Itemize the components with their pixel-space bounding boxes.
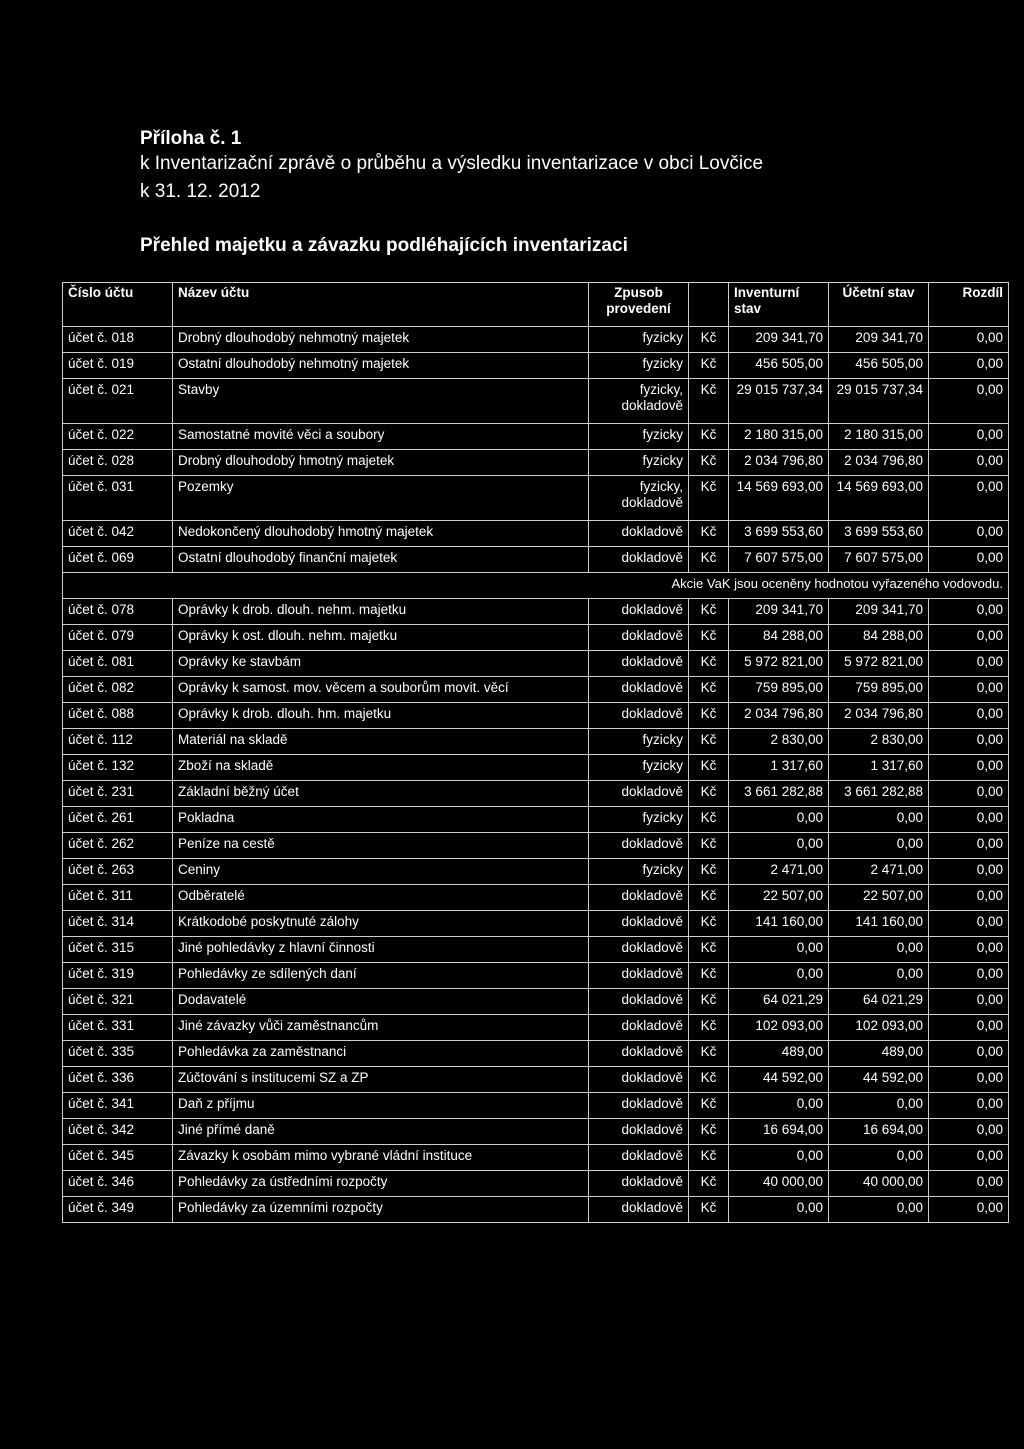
- cell-inventory: 40 000,00: [729, 1171, 829, 1197]
- cell-currency: Kč: [689, 651, 729, 677]
- cell-diff: 0,00: [929, 1171, 1009, 1197]
- cell-diff: 0,00: [929, 729, 1009, 755]
- table-row: [63, 651, 1009, 677]
- cell-name: Daň z příjmu: [173, 1093, 589, 1119]
- cell-method: fyzicky: [589, 755, 689, 781]
- cell-currency: Kč: [689, 1093, 729, 1119]
- cell-diff: 0,00: [929, 1145, 1009, 1171]
- cell-currency: Kč: [689, 963, 729, 989]
- cell-account: účet č. 019: [63, 353, 173, 379]
- cell-name: Odběratelé: [173, 885, 589, 911]
- cell-currency: Kč: [689, 1145, 729, 1171]
- cell-diff: 0,00: [929, 989, 1009, 1015]
- cell-account: účet č. 112: [63, 729, 173, 755]
- cell-method: dokladově: [589, 521, 689, 547]
- cell-account: účet č. 262: [63, 833, 173, 859]
- cell-name: Pohledávky ze sdílených daní: [173, 963, 589, 989]
- table-row: [63, 1041, 1009, 1067]
- cell-name: Nedokončený dlouhodobý hmotný majetek: [173, 521, 589, 547]
- table-row: [63, 989, 1009, 1015]
- cell-method: dokladově: [589, 1093, 689, 1119]
- cell-method: fyzicky: [589, 424, 689, 450]
- table-row: [63, 327, 1009, 353]
- cell-name: Jiné závazky vůči zaměstnancům: [173, 1015, 589, 1041]
- table-row: [63, 476, 1009, 521]
- cell-inventory: 209 341,70: [729, 327, 829, 353]
- table-row: [63, 1197, 1009, 1223]
- cell-inventory: 0,00: [729, 1093, 829, 1119]
- cell-account: účet č. 081: [63, 651, 173, 677]
- cell-accounting: 2 034 796,80: [829, 703, 929, 729]
- cell-currency: Kč: [689, 1171, 729, 1197]
- cell-diff: 0,00: [929, 677, 1009, 703]
- cell-method: dokladově: [589, 1067, 689, 1093]
- cell-method: fyzicky: [589, 327, 689, 353]
- table-row: [63, 1093, 1009, 1119]
- cell-inventory: 0,00: [729, 963, 829, 989]
- cell-accounting: 0,00: [829, 833, 929, 859]
- cell-inventory: 2 180 315,00: [729, 424, 829, 450]
- cell-inventory: 16 694,00: [729, 1119, 829, 1145]
- cell-diff: 0,00: [929, 755, 1009, 781]
- cell-inventory: 2 471,00: [729, 859, 829, 885]
- table-row: [63, 833, 1009, 859]
- cell-currency: Kč: [689, 755, 729, 781]
- cell-inventory: 102 093,00: [729, 1015, 829, 1041]
- cell-inventory: 1 317,60: [729, 755, 829, 781]
- cell-account: účet č. 335: [63, 1041, 173, 1067]
- cell-account: účet č. 078: [63, 599, 173, 625]
- cell-account: účet č. 263: [63, 859, 173, 885]
- header-name: Název účtu: [173, 283, 589, 327]
- cell-currency: Kč: [689, 885, 729, 911]
- cell-name: Ceniny: [173, 859, 589, 885]
- cell-method: dokladově: [589, 1015, 689, 1041]
- cell-inventory: 0,00: [729, 807, 829, 833]
- cell-inventory: 489,00: [729, 1041, 829, 1067]
- cell-name: Peníze na cestě: [173, 833, 589, 859]
- cell-diff: 0,00: [929, 521, 1009, 547]
- table-row: [63, 521, 1009, 547]
- cell-currency: Kč: [689, 476, 729, 521]
- cell-currency: Kč: [689, 677, 729, 703]
- cell-currency: Kč: [689, 989, 729, 1015]
- cell-accounting: 2 830,00: [829, 729, 929, 755]
- cell-method: fyzicky: [589, 859, 689, 885]
- cell-accounting: 456 505,00: [829, 353, 929, 379]
- cell-account: účet č. 321: [63, 989, 173, 1015]
- table-row: [63, 1119, 1009, 1145]
- cell-accounting: 0,00: [829, 1093, 929, 1119]
- header-account: Číslo účtu: [63, 283, 173, 327]
- cell-name: Materiál na skladě: [173, 729, 589, 755]
- table-row: [63, 677, 1009, 703]
- cell-currency: Kč: [689, 729, 729, 755]
- table-row: [63, 963, 1009, 989]
- cell-accounting: 64 021,29: [829, 989, 929, 1015]
- cell-account: účet č. 088: [63, 703, 173, 729]
- cell-method: fyzicky: [589, 807, 689, 833]
- page-title: Přehled majetku a závazku podléhajících inventarizaci: [140, 235, 628, 256]
- cell-method: dokladově: [589, 599, 689, 625]
- cell-account: účet č. 336: [63, 1067, 173, 1093]
- table-row: [63, 424, 1009, 450]
- cell-accounting: 209 341,70: [829, 327, 929, 353]
- cell-name: Zúčtování s institucemi SZ a ZP: [173, 1067, 589, 1093]
- cell-diff: 0,00: [929, 1093, 1009, 1119]
- cell-method: fyzicky: [589, 450, 689, 476]
- cell-diff: 0,00: [929, 1119, 1009, 1145]
- cell-diff: 0,00: [929, 937, 1009, 963]
- header-currency: [689, 283, 729, 327]
- cell-accounting: 3 699 553,60: [829, 521, 929, 547]
- cell-account: účet č. 315: [63, 937, 173, 963]
- table-row: [63, 807, 1009, 833]
- cell-method: dokladově: [589, 1119, 689, 1145]
- cell-account: účet č. 021: [63, 379, 173, 424]
- cell-account: účet č. 314: [63, 911, 173, 937]
- cell-accounting: 44 592,00: [829, 1067, 929, 1093]
- cell-method: dokladově: [589, 963, 689, 989]
- table-row: [63, 1145, 1009, 1171]
- cell-diff: 0,00: [929, 353, 1009, 379]
- table-row: [63, 781, 1009, 807]
- table-row: [63, 353, 1009, 379]
- cell-accounting: 16 694,00: [829, 1119, 929, 1145]
- cell-diff: 0,00: [929, 599, 1009, 625]
- cell-diff: 0,00: [929, 1067, 1009, 1093]
- cell-diff: 0,00: [929, 1041, 1009, 1067]
- cell-accounting: 29 015 737,34: [829, 379, 929, 424]
- cell-diff: 0,00: [929, 807, 1009, 833]
- table-row: [63, 729, 1009, 755]
- cell-method: dokladově: [589, 703, 689, 729]
- cell-account: účet č. 345: [63, 1145, 173, 1171]
- cell-method: dokladově: [589, 651, 689, 677]
- table-row: [63, 625, 1009, 651]
- cell-currency: Kč: [689, 859, 729, 885]
- cell-currency: Kč: [689, 379, 729, 424]
- cell-currency: Kč: [689, 353, 729, 379]
- cell-name: Samostatné movité věci a soubory: [173, 424, 589, 450]
- cell-currency: Kč: [689, 911, 729, 937]
- table-row: [63, 911, 1009, 937]
- cell-inventory: 3 661 282,88: [729, 781, 829, 807]
- cell-account: účet č. 132: [63, 755, 173, 781]
- table-row: [63, 859, 1009, 885]
- cell-name: Závazky k osobám mimo vybrané vládní instituce: [173, 1145, 589, 1171]
- cell-accounting: 84 288,00: [829, 625, 929, 651]
- cell-name: Dodavatelé: [173, 989, 589, 1015]
- cell-account: účet č. 231: [63, 781, 173, 807]
- cell-currency: Kč: [689, 450, 729, 476]
- cell-inventory: 7 607 575,00: [729, 547, 829, 573]
- cell-name: Drobný dlouhodobý hmotný majetek: [173, 450, 589, 476]
- cell-name: Základní běžný účet: [173, 781, 589, 807]
- cell-name: Oprávky k ost. dlouh. nehm. majetku: [173, 625, 589, 651]
- cell-inventory: 456 505,00: [729, 353, 829, 379]
- cell-inventory: 0,00: [729, 937, 829, 963]
- cell-method: dokladově: [589, 833, 689, 859]
- cell-diff: 0,00: [929, 859, 1009, 885]
- cell-inventory: 0,00: [729, 1197, 829, 1223]
- table-row: [63, 1067, 1009, 1093]
- cell-currency: Kč: [689, 625, 729, 651]
- cell-name: Oprávky ke stavbám: [173, 651, 589, 677]
- table-row: [63, 450, 1009, 476]
- cell-diff: 0,00: [929, 476, 1009, 521]
- cell-accounting: 759 895,00: [829, 677, 929, 703]
- cell-method: dokladově: [589, 1171, 689, 1197]
- cell-accounting: 0,00: [829, 807, 929, 833]
- cell-diff: 0,00: [929, 547, 1009, 573]
- cell-inventory: 84 288,00: [729, 625, 829, 651]
- cell-method: dokladově: [589, 1145, 689, 1171]
- cell-name: Drobný dlouhodobý nehmotný majetek: [173, 327, 589, 353]
- cell-accounting: 3 661 282,88: [829, 781, 929, 807]
- cell-method: fyzicky, dokladově: [589, 476, 689, 521]
- cell-currency: Kč: [689, 703, 729, 729]
- cell-method: fyzicky: [589, 353, 689, 379]
- cell-name: Pozemky: [173, 476, 589, 521]
- attachment-label: Příloha č. 1: [140, 128, 242, 149]
- cell-method: fyzicky: [589, 729, 689, 755]
- cell-name: Ostatní dlouhodobý nehmotný majetek: [173, 353, 589, 379]
- cell-name: Pohledávky za ústředními rozpočty: [173, 1171, 589, 1197]
- cell-account: účet č. 341: [63, 1093, 173, 1119]
- note-row: [63, 573, 1009, 599]
- cell-diff: 0,00: [929, 911, 1009, 937]
- cell-diff: 0,00: [929, 703, 1009, 729]
- cell-accounting: 40 000,00: [829, 1171, 929, 1197]
- cell-method: dokladově: [589, 1041, 689, 1067]
- cell-accounting: 14 569 693,00: [829, 476, 929, 521]
- cell-method: dokladově: [589, 911, 689, 937]
- cell-account: účet č. 031: [63, 476, 173, 521]
- cell-inventory: 141 160,00: [729, 911, 829, 937]
- cell-currency: Kč: [689, 599, 729, 625]
- note-cell: [63, 573, 1009, 599]
- cell-accounting: 2 034 796,80: [829, 450, 929, 476]
- cell-diff: 0,00: [929, 1197, 1009, 1223]
- cell-name: Jiné pohledávky z hlavní činnosti: [173, 937, 589, 963]
- cell-name: Pohledávka za zaměstnanci: [173, 1041, 589, 1067]
- cell-accounting: 141 160,00: [829, 911, 929, 937]
- cell-diff: 0,00: [929, 424, 1009, 450]
- cell-name: Oprávky k samost. mov. věcem a souborům movit. věcí: [173, 677, 589, 703]
- cell-name: Zboží na skladě: [173, 755, 589, 781]
- cell-diff: 0,00: [929, 625, 1009, 651]
- cell-account: účet č. 018: [63, 327, 173, 353]
- cell-currency: Kč: [689, 807, 729, 833]
- table-row: [63, 547, 1009, 573]
- cell-account: účet č. 342: [63, 1119, 173, 1145]
- cell-inventory: 209 341,70: [729, 599, 829, 625]
- cell-account: účet č. 028: [63, 450, 173, 476]
- cell-inventory: 3 699 553,60: [729, 521, 829, 547]
- header-inventory: Inventurní stav: [729, 283, 829, 327]
- cell-inventory: 0,00: [729, 833, 829, 859]
- inventory-table: [62, 282, 1009, 1223]
- cell-name: Jiné přímé daně: [173, 1119, 589, 1145]
- cell-account: účet č. 082: [63, 677, 173, 703]
- cell-method: dokladově: [589, 1197, 689, 1223]
- cell-inventory: 759 895,00: [729, 677, 829, 703]
- table-row: [63, 703, 1009, 729]
- header-diff: Rozdíl: [929, 283, 1009, 327]
- cell-inventory: 44 592,00: [729, 1067, 829, 1093]
- cell-diff: 0,00: [929, 651, 1009, 677]
- cell-accounting: 0,00: [829, 937, 929, 963]
- cell-name: Pohledávky za územními rozpočty: [173, 1197, 589, 1223]
- cell-method: dokladově: [589, 885, 689, 911]
- cell-account: účet č. 319: [63, 963, 173, 989]
- report-date: k 31. 12. 2012: [140, 181, 261, 202]
- cell-name: Oprávky k drob. dlouh. nehm. majetku: [173, 599, 589, 625]
- cell-method: dokladově: [589, 937, 689, 963]
- cell-currency: Kč: [689, 781, 729, 807]
- table-row: [63, 379, 1009, 424]
- table-header: [63, 283, 1009, 327]
- cell-name: Ostatní dlouhodobý finanční majetek: [173, 547, 589, 573]
- cell-accounting: 7 607 575,00: [829, 547, 929, 573]
- cell-name: Pokladna: [173, 807, 589, 833]
- cell-accounting: 2 180 315,00: [829, 424, 929, 450]
- cell-inventory: 2 034 796,80: [729, 703, 829, 729]
- cell-method: dokladově: [589, 989, 689, 1015]
- table-row: [63, 885, 1009, 911]
- cell-account: účet č. 346: [63, 1171, 173, 1197]
- cell-accounting: 1 317,60: [829, 755, 929, 781]
- cell-diff: 0,00: [929, 833, 1009, 859]
- cell-name: Krátkodobé poskytnuté zálohy: [173, 911, 589, 937]
- cell-currency: Kč: [689, 833, 729, 859]
- cell-inventory: 2 830,00: [729, 729, 829, 755]
- cell-currency: Kč: [689, 521, 729, 547]
- cell-accounting: 2 471,00: [829, 859, 929, 885]
- cell-accounting: 5 972 821,00: [829, 651, 929, 677]
- cell-accounting: 0,00: [829, 1197, 929, 1223]
- cell-accounting: 22 507,00: [829, 885, 929, 911]
- cell-method: fyzicky, dokladově: [589, 379, 689, 424]
- cell-currency: Kč: [689, 937, 729, 963]
- cell-inventory: 14 569 693,00: [729, 476, 829, 521]
- cell-method: dokladově: [589, 781, 689, 807]
- cell-currency: Kč: [689, 1197, 729, 1223]
- cell-inventory: 64 021,29: [729, 989, 829, 1015]
- cell-account: účet č. 042: [63, 521, 173, 547]
- table-row: [63, 755, 1009, 781]
- cell-method: dokladově: [589, 625, 689, 651]
- cell-diff: 0,00: [929, 963, 1009, 989]
- valuation-note: Akcie VaK jsou oceněny hodnotou vyřazeného vodovodu.: [671, 576, 1003, 591]
- cell-account: účet č. 311: [63, 885, 173, 911]
- cell-account: účet č. 069: [63, 547, 173, 573]
- cell-inventory: 22 507,00: [729, 885, 829, 911]
- cell-accounting: 209 341,70: [829, 599, 929, 625]
- cell-inventory: 2 034 796,80: [729, 450, 829, 476]
- cell-method: dokladově: [589, 677, 689, 703]
- table-row: [63, 1015, 1009, 1041]
- cell-diff: 0,00: [929, 327, 1009, 353]
- cell-currency: Kč: [689, 327, 729, 353]
- cell-accounting: 102 093,00: [829, 1015, 929, 1041]
- cell-currency: Kč: [689, 1041, 729, 1067]
- cell-account: účet č. 022: [63, 424, 173, 450]
- cell-currency: Kč: [689, 1015, 729, 1041]
- cell-name: Oprávky k drob. dlouh. hm. majetku: [173, 703, 589, 729]
- cell-account: účet č. 261: [63, 807, 173, 833]
- cell-diff: 0,00: [929, 379, 1009, 424]
- cell-accounting: 489,00: [829, 1041, 929, 1067]
- cell-name: Stavby: [173, 379, 589, 424]
- cell-accounting: 0,00: [829, 963, 929, 989]
- cell-accounting: 0,00: [829, 1145, 929, 1171]
- cell-diff: 0,00: [929, 1015, 1009, 1041]
- cell-diff: 0,00: [929, 450, 1009, 476]
- header-method: Zpusob provedení: [589, 283, 689, 327]
- cell-diff: 0,00: [929, 885, 1009, 911]
- cell-inventory: 29 015 737,34: [729, 379, 829, 424]
- cell-currency: Kč: [689, 547, 729, 573]
- cell-currency: Kč: [689, 1119, 729, 1145]
- cell-account: účet č. 349: [63, 1197, 173, 1223]
- cell-account: účet č. 331: [63, 1015, 173, 1041]
- header-accounting: Účetní stav: [829, 283, 929, 327]
- cell-diff: 0,00: [929, 781, 1009, 807]
- report-subtitle: k Inventarizační zprávě o průběhu a výsledku inventarizace v obci Lovčice: [140, 153, 764, 174]
- cell-account: účet č. 079: [63, 625, 173, 651]
- cell-currency: Kč: [689, 424, 729, 450]
- table-row: [63, 599, 1009, 625]
- cell-inventory: 5 972 821,00: [729, 651, 829, 677]
- cell-currency: Kč: [689, 1067, 729, 1093]
- table-row: [63, 1171, 1009, 1197]
- cell-inventory: 0,00: [729, 1145, 829, 1171]
- cell-method: dokladově: [589, 547, 689, 573]
- table-row: [63, 937, 1009, 963]
